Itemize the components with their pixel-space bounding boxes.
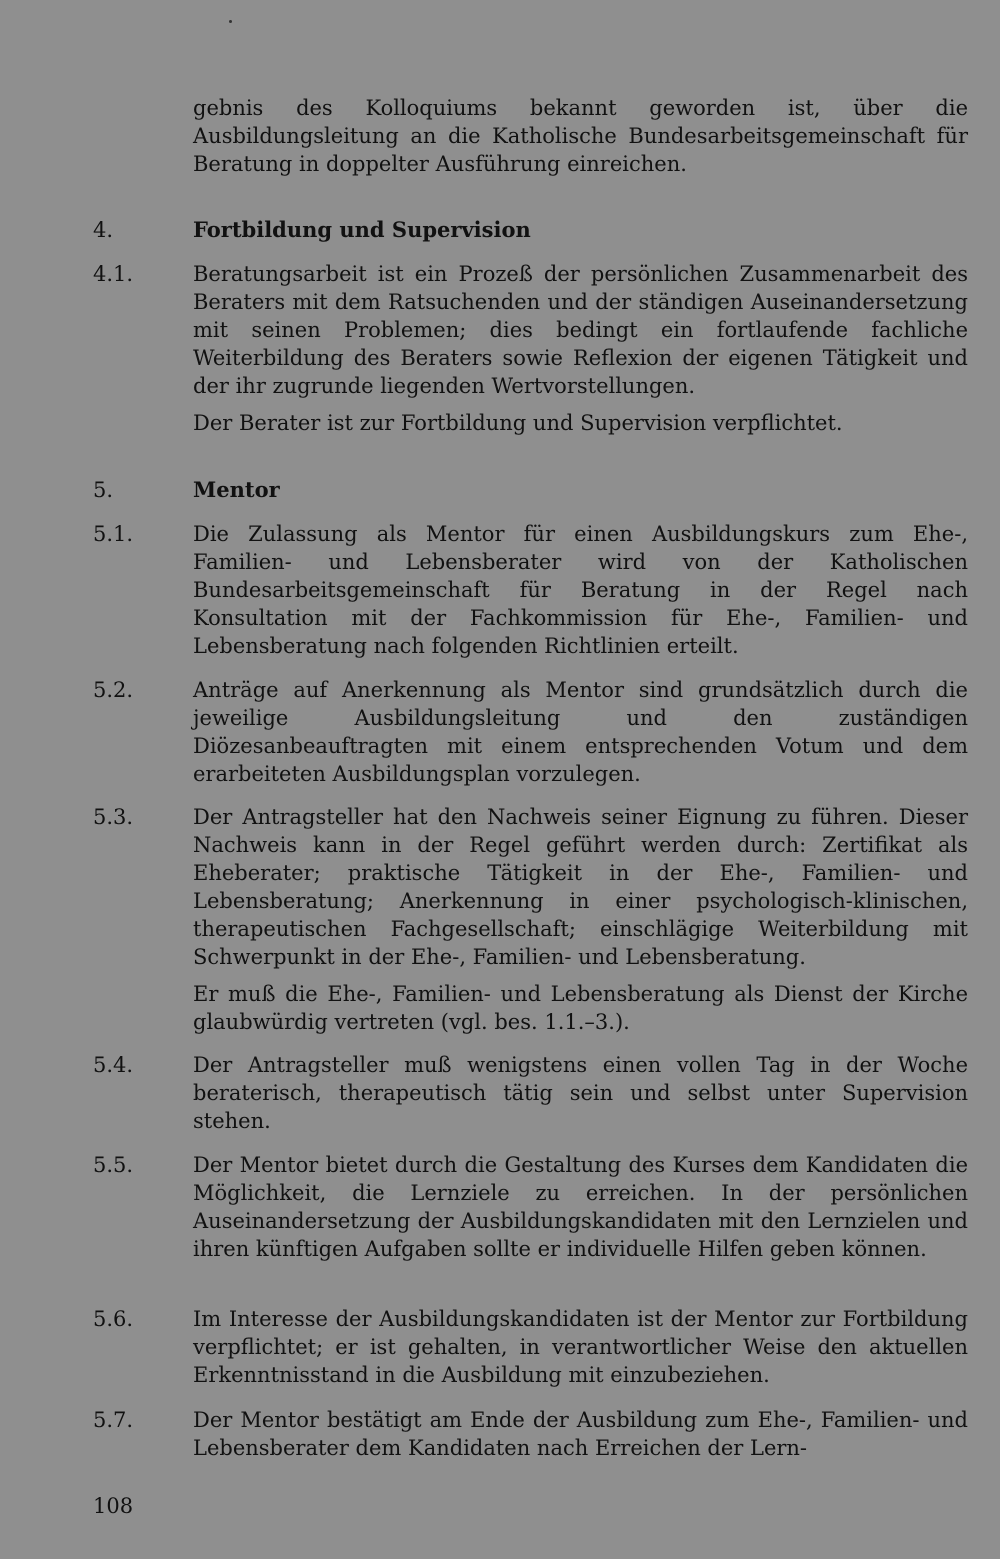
clause-number: 5.2. [93,678,134,702]
section-5-heading [93,476,968,504]
continuation-block [93,94,968,178]
clause-paragraph: Der Berater ist zur Fortbildung und Supervision verpflichtet. [193,411,843,435]
section-title: Mentor [193,477,280,502]
clause-5-7 [93,1406,968,1462]
clause-number: 5.5. [93,1153,134,1177]
clause-paragraph: Er muß die Ehe-, Familien- und Lebensberatung als Dienst der Kirche glaubwürdig vertreten (vgl. bes. 1.1.–3.). [193,982,968,1034]
clause-number: 5.4. [93,1053,134,1077]
clause-paragraph: Anträge auf Anerkennung als Mentor sind grundsätzlich durch die jeweilige Ausbildungsleitung und den zuständigen Diözesanbeauftragten mit einem entsprechenden Votum und dem erarbeiteten Ausbildungsplan vorzulegen. [193,678,968,786]
clause-number: 5.3. [93,805,134,829]
scan-speck [229,20,232,23]
page-number: 108 [93,1494,134,1518]
section-title: Fortbildung und Supervision [193,217,531,242]
clause-5-2 [93,676,968,788]
clause-5-3 [93,803,968,1036]
clause-number: 5.1. [93,522,134,546]
clause-5-1 [93,520,968,660]
clause-number: 4.1. [93,262,134,286]
section-number: 4. [93,218,114,242]
section-number: 5. [93,478,114,502]
clause-number: 5.7. [93,1408,134,1432]
clause-5-5 [93,1151,968,1263]
clause-paragraph: Der Antragsteller muß wenigstens einen vollen Tag in der Woche beraterisch, therapeutisch tätig sein und selbst unter Supervision stehen. [193,1053,968,1133]
clause-paragraph: Die Zulassung als Mentor für einen Ausbildungskurs zum Ehe-, Familien- und Lebensberater wird von der Katholischen Bundesarbeitsgemeinschaft für Beratung in der Regel nach Konsultation mit der Fachkommission für Ehe-, Familien- und Lebensberatung nach folgenden Richtlinien erteilt. [193,522,968,658]
clause-number: 5.6. [93,1307,134,1331]
clause-paragraph: Der Antragsteller hat den Nachweis seiner Eignung zu führen. Dieser Nachweis kann in der Regel geführt werden durch: Zertifikat als Eheberater; praktische Tätigkeit in der Ehe-, Familien- und Lebensberatung; Anerkennung in einer psychologisch-klinischen, therapeutischen Fachgesellschaft; einschlägige Weiterbildung mit Schwerpunkt in der Ehe-, Familien- und Lebensberatung. [193,805,968,969]
clause-5-6 [93,1305,968,1389]
clause-paragraph: Beratungsarbeit ist ein Prozeß der persönlichen Zusammenarbeit des Beraters mit dem Ratsuchenden und der ständigen Auseinandersetzung mit seinen Problemen; dies bedingt ein fortlaufende fachliche Weiterbildung des Beraters sowie Reflexion der eigenen Tätigkeit und der ihr zugrunde liegenden Wertvorstellungen. [193,262,968,398]
continuation-paragraph: gebnis des Kolloquiums bekannt geworden ist, über die Ausbildungsleitung an die Katholische Bundesarbeitsgemeinschaft für Beratung in doppelter Ausführung einreichen. [193,96,968,176]
clause-paragraph: Im Interesse der Ausbildungskandidaten ist der Mentor zur Fortbildung verpflichtet; er ist gehalten, in verantwortlicher Weise den aktuellen Erkenntnisstand in die Ausbildung mit einzubeziehen. [193,1307,968,1387]
section-4-heading [93,216,968,244]
clause-4-1 [93,260,968,437]
clause-5-4 [93,1051,968,1135]
clause-paragraph: Der Mentor bietet durch die Gestaltung des Kurses dem Kandidaten die Möglichkeit, die Lernziele zu erreichen. In der persönlichen Auseinandersetzung der Ausbildungskandidaten mit den Lernzielen und ihren künftigen Aufgaben sollte er individuelle Hilfen geben können. [193,1153,968,1261]
clause-paragraph: Der Mentor bestätigt am Ende der Ausbildung zum Ehe-, Familien- und Lebensberater dem Kandidaten nach Erreichen der Lern- [193,1408,968,1460]
